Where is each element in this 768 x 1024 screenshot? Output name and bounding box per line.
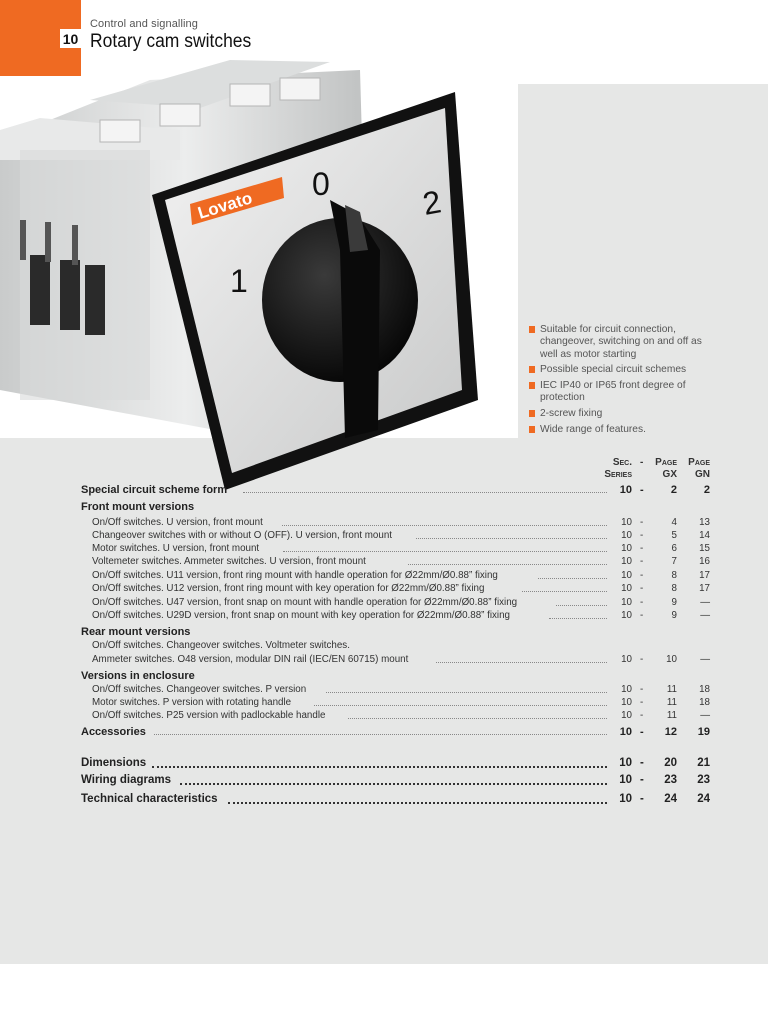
toc-row-technical-characteristics[interactable]: Technical characteristics 10 - 24 24 — [81, 793, 710, 805]
toc-row-accessories[interactable]: Accessories 10 - 12 19 — [81, 726, 710, 738]
bullet-square-icon — [529, 366, 535, 373]
toc-row[interactable]: Motor switches. U version, front mount 10 - 6 15 — [92, 543, 710, 554]
toc-row[interactable]: Ammeter switches. O48 version, modular DIN rail (IEC/EN 60715) mount 10 - 10 — — [92, 654, 710, 665]
position-1-label: 1 — [230, 263, 248, 299]
position-2-label: 2 — [419, 183, 444, 222]
toc-row[interactable]: On/Off switches. P25 version with padlockable handle 10 - 11 — — [92, 710, 710, 721]
toc-row-wiring-diagrams[interactable]: Wiring diagrams 10 - 23 23 — [81, 774, 710, 786]
toc-row[interactable]: On/Off switches. U47 version, front snap on mount with handle operation for Ø22mm/Ø0.88” fixing 10 - 9 — — [92, 597, 710, 608]
bullet-square-icon — [529, 326, 535, 333]
toc-row[interactable]: On/Off switches. U11 version, front ring mount with handle operation for Ø22mm/Ø0.88” fixing 10 - 8 17 — [92, 570, 710, 581]
toc-heading-enclosure: Versions in enclosure — [81, 670, 195, 682]
toc-row[interactable]: On/Off switches. Changeover switches. P version 10 - 11 18 — [92, 684, 710, 695]
column-heading-sec-series: Sec. Series — [604, 457, 632, 480]
toc-row[interactable]: On/Off switches. U12 version, front ring mount with key operation for Ø22mm/Ø0.88” fixing 10 - 8 17 — [92, 583, 710, 594]
column-heading-dash: - — [640, 457, 644, 468]
feature-list — [529, 324, 719, 439]
toc-heading-front-mount: Front mount versions — [81, 501, 195, 513]
toc-heading-rear-mount: Rear mount versions — [81, 626, 191, 638]
rotary-cam-switch-image — [0, 48, 520, 508]
feature-item: Wide range of features. — [529, 424, 719, 436]
column-heading-page-gx: Page GX — [655, 457, 677, 480]
feature-item: Possible special circuit schemes — [529, 364, 719, 376]
chapter-number: 10 — [60, 29, 81, 48]
toc-row-dimensions[interactable]: Dimensions 10 - 20 21 — [81, 757, 710, 769]
bullet-square-icon — [529, 382, 535, 389]
toc-row[interactable]: Motor switches. P version with rotating handle 10 - 11 18 — [92, 697, 710, 708]
feature-item: IEC IP40 or IP65 front degree of protection — [529, 380, 719, 405]
brand-label: Lovato — [195, 188, 255, 223]
bullet-square-icon — [529, 410, 535, 417]
toc-row-text: On/Off switches. Changeover switches. Voltmeter switches. — [92, 640, 350, 651]
section-label: Control and signalling — [90, 18, 198, 30]
position-0-label: 0 — [312, 166, 330, 202]
bullet-square-icon — [529, 426, 535, 433]
toc-row[interactable]: On/Off switches. U version, front mount 10 - 4 13 — [92, 517, 710, 528]
toc-row-special-circuit[interactable]: Special circuit scheme form 10 - 2 2 — [81, 484, 710, 496]
column-heading-page-gn: Page GN — [688, 457, 710, 480]
feature-item: Suitable for circuit connection, changeover, switching on and off as well as motor starting — [529, 324, 719, 361]
page-title: Rotary cam switches — [90, 31, 252, 52]
toc-row[interactable]: On/Off switches. U29D version, front snap on mount with key operation for Ø22mm/Ø0.88” fixing 10 - 9 — — [92, 610, 710, 621]
feature-item: 2-screw fixing — [529, 408, 719, 420]
toc-row[interactable]: Changeover switches with or without O (OFF). U version, front mount 10 - 5 14 — [92, 530, 710, 541]
toc-row[interactable]: Voltemeter switches. Ammeter switches. U version, front mount 10 - 7 16 — [92, 556, 710, 567]
